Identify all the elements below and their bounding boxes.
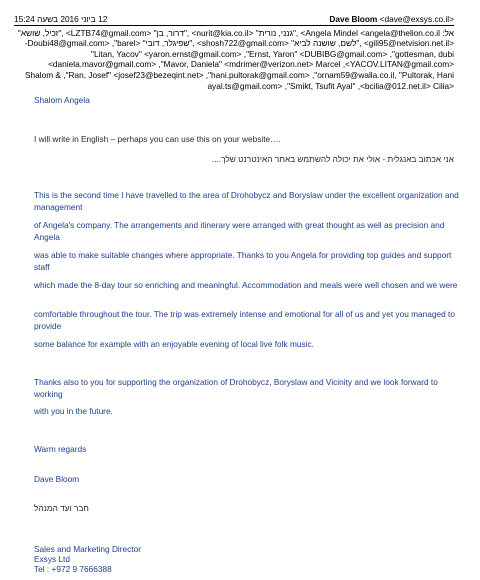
recipients-line[interactable]: <gili95@netvision.net.il> ,"לשם, שושנה לביא" <shosh722@gmail.com> ,"שפיגלר, דובי" <Doubi48@gmail.com> ,"barel- — [24, 38, 454, 49]
sender-name: Dave Bloom — [329, 14, 378, 24]
greeting: Shalom Angela — [34, 95, 90, 105]
body-paragraph: of Angela's company. The arrangements and itinerary were arranged with great thought as well as precision and Angela — [34, 220, 445, 243]
body-paragraph: some balance for example with an enjoyable evening of local live folk music. — [34, 339, 314, 349]
email-date: 12 ביוני 2016 בשעה 15:24 — [14, 14, 108, 24]
intro-english: I will write in English – perhaps you can use this on your website…. — [34, 134, 281, 144]
recipients-line[interactable]: אל: Angela Mindel <angela@thelion.co.il> ,"גנני, נורית" <nurit@kia.co.il> ,"דרור, בן" <LZTB74@gmail.com> ,"זכיל, שושא" — [17, 27, 454, 38]
header-top-row — [14, 14, 454, 25]
body-paragraph: was able to make suitable changes where appropriate. Thanks to you Angela for providing top guides and support staff — [34, 250, 452, 273]
intro-hebrew: אני אכתוב באנגלית - אולי את יכולה להשתמש באתר האינטרנט שלך.... — [211, 154, 454, 164]
body-paragraph: This is the second time I have travelled to the area of Drohobycz and Boryslaw under the excellent organization and management — [34, 190, 459, 213]
sender-email[interactable]: <dave@exsys.co.il> — [379, 14, 454, 24]
hebrew-signature: חבר ועד המנהל — [34, 503, 89, 513]
header-divider — [14, 25, 454, 26]
body-paragraph: comfortable throughout the tour. The trip was extremely intense and emotional for all of us and yet you managed to provide — [34, 309, 455, 332]
sender-signoff-name: Dave Bloom — [34, 474, 80, 484]
recipients-line[interactable]: <daniela.mavor@gmail.com> ,"Mavor, Daniela" <mdrimer@verizon.net> Marcel ,<YACOV.LITAN@gmail.com> — [48, 59, 454, 70]
recipients-line[interactable]: <ayal.ts@gmail.com> ,"Smikt, Tsufit Ayal" ,<bcilia@012.net.il> Cilia — [207, 80, 454, 91]
signature-company: Exsys Ltd — [34, 554, 70, 564]
recipients-line[interactable]: Litan, Yacov" <yaron.ernst@gmail.com> ,"Ernst, Yaron" <DUBIBG@gmail.com> ,"gottesman, dubi" — [90, 48, 454, 59]
email-sender[interactable] — [329, 14, 454, 25]
body-paragraph: with you in the future. — [34, 406, 113, 416]
recipients-line[interactable]: Shalom & ,"Ran, Josef" <josef23@bezeqint.net> ,"hani.pultorak@gmail.com> ,"ornam59@walla.co.il, "Pultorak, Hani — [24, 69, 454, 80]
closing: Warm regards — [34, 444, 87, 454]
body-paragraph: Thanks also to you for supporting the organization of Drohobycz, Boryslaw and Vicinity and we look forward to working — [34, 377, 438, 400]
signature-phone[interactable]: Tel : +972 9 7666388 — [34, 564, 112, 574]
body-paragraph: which made the 8-day tour so enriching and meaningful. Accommodation and meals were well chosen and we were — [34, 280, 458, 290]
recipients-list — [14, 28, 454, 92]
signature-title: Sales and Marketing Director — [34, 544, 141, 554]
